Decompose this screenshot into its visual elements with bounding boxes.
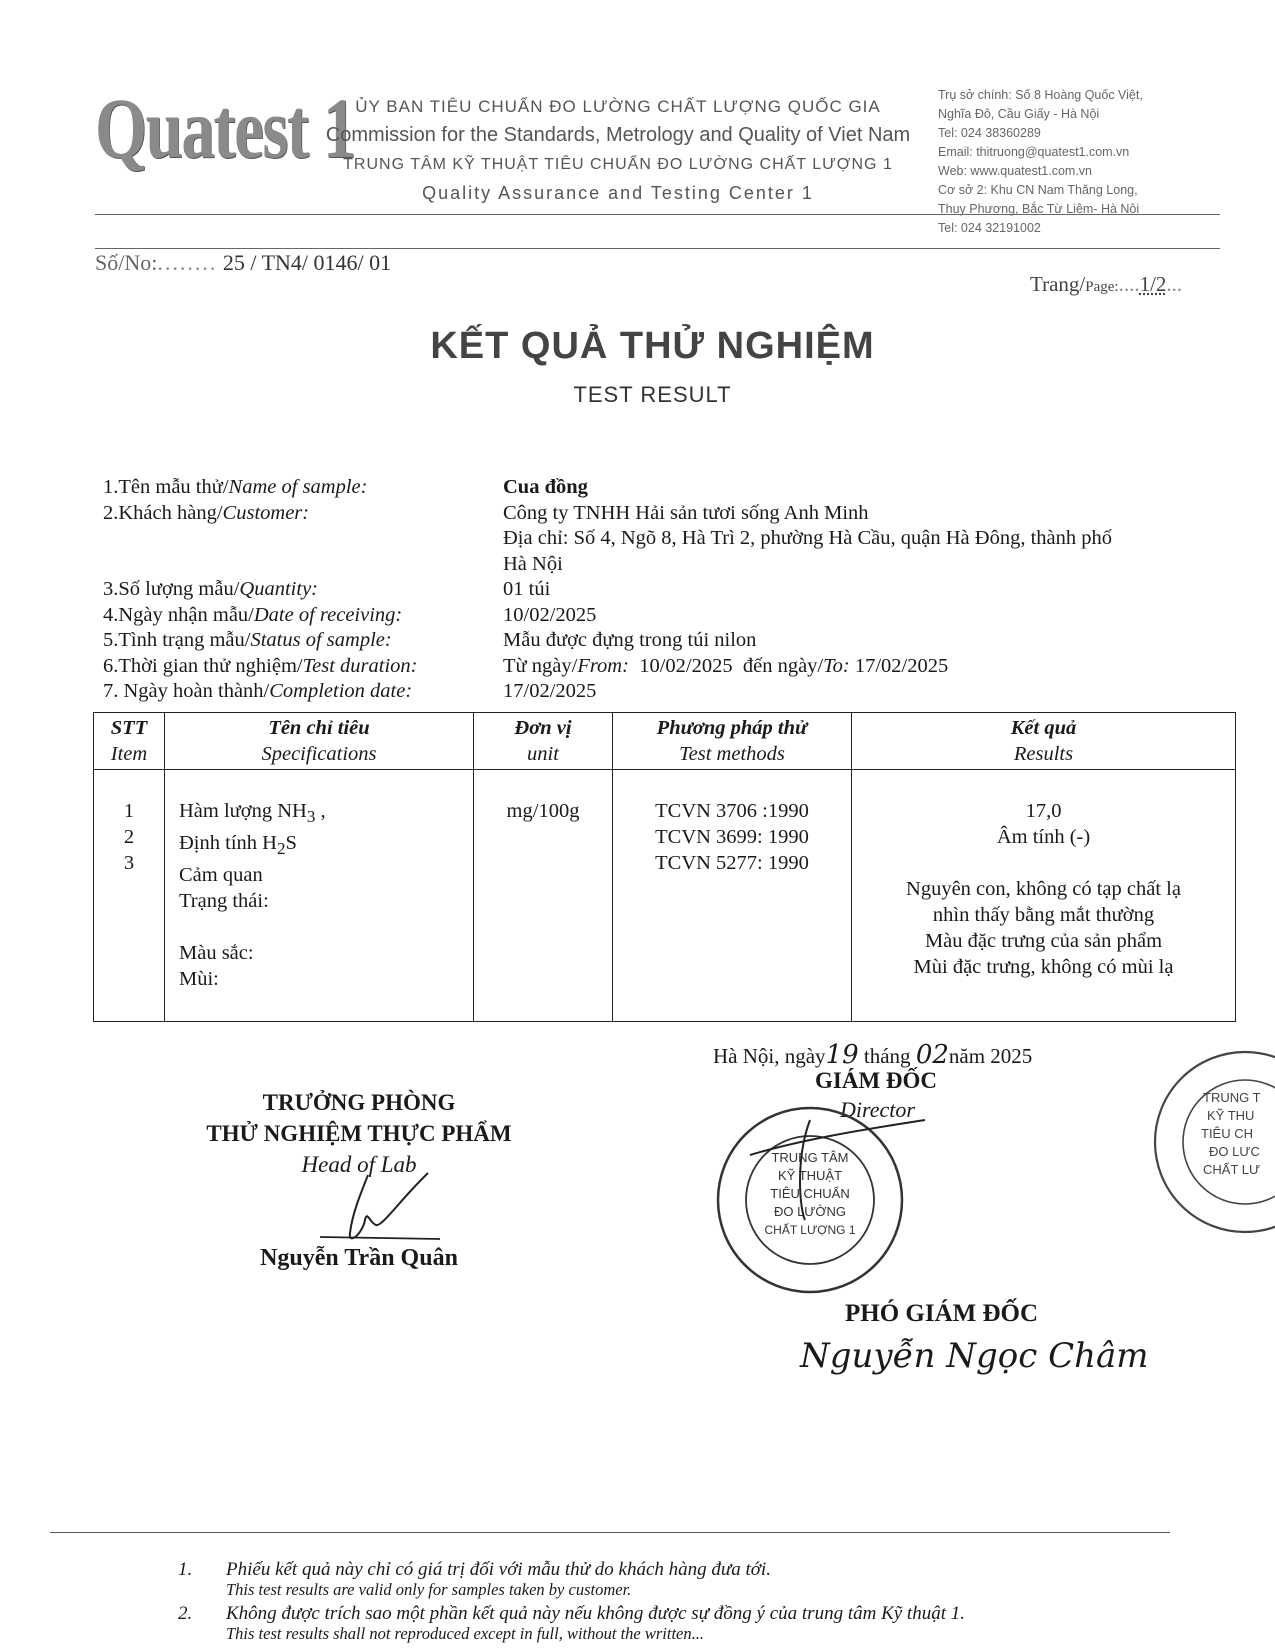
svg-text:TRUNG T: TRUNG T xyxy=(1203,1090,1261,1105)
lab-head-name: Nguyễn Trần Quân xyxy=(260,1245,458,1271)
document-subtitle: TEST RESULT xyxy=(573,382,732,407)
director-title-en: Director xyxy=(840,1097,915,1122)
result-item: Mùi đặc trưng, không có mùi lạ xyxy=(913,956,1174,978)
page-number: Trang/Page:....1/2... xyxy=(1030,272,1183,296)
header-contact xyxy=(938,86,1143,238)
header-line-1: ỦY BAN TIÊU CHUẨN ĐO LƯỜNG CHẤT LƯỢNG QUỐC GIA xyxy=(355,97,881,116)
header-center xyxy=(318,92,918,208)
info-label: 7. Ngày hoàn thành/ xyxy=(103,680,270,702)
customer-address: Địa chỉ: Số 4, Ngõ 8, Hà Trì 2, phường Hà Cầu, quận Hà Đông, thành phố xyxy=(503,527,1113,549)
header-line-3: TRUNG TÂM KỸ THUẬT TIÊU CHUẨN ĐO LƯỜNG CHẤT LƯỢNG 1 xyxy=(343,156,893,173)
item-number: 2 xyxy=(123,826,135,848)
info-label: 2.Khách hàng/ xyxy=(103,501,223,524)
info-label: 4.Ngày nhận mẫu/ xyxy=(103,603,254,626)
info-label-en: Name of sample: xyxy=(228,476,368,498)
contact-line: Trụ sở chính: Số 8 Hoàng Quốc Việt, xyxy=(938,88,1143,102)
result-item: Âm tính (-) xyxy=(996,826,1091,848)
test-duration xyxy=(503,654,948,680)
handwritten-month: 02 xyxy=(915,1040,949,1070)
signing-date: Hà Nội, ngày19 tháng 02năm 2025 xyxy=(713,1040,1033,1070)
page-label-en: Page: xyxy=(1085,279,1119,295)
lab-head-title-en: Head of Lab xyxy=(301,1152,417,1177)
contact-line: Nghĩa Đô, Cầu Giấy - Hà Nội xyxy=(938,107,1100,121)
info-label: 6.Thời gian thử nghiệm/ xyxy=(103,654,303,677)
col-header-spec: Tên chỉ tiêu Specifications xyxy=(165,713,474,770)
result-item: Màu đặc trưng của sản phẩm xyxy=(924,930,1163,952)
method-list xyxy=(613,770,852,1022)
contact-line: Tel: 024 32191002 xyxy=(938,221,1041,235)
spec-item: Cảm quan xyxy=(179,864,263,887)
svg-text:KỸ THU: KỸ THU xyxy=(1207,1108,1255,1123)
table-row xyxy=(94,770,1236,1022)
customer-name: Công ty TNHH Hải sản tươi sống Anh Minh xyxy=(503,501,869,524)
contact-line: Web: www.quatest1.com.vn xyxy=(938,164,1093,178)
vice-director-name: Nguyễn Ngọc Châm xyxy=(800,1336,1149,1376)
item-number: 3 xyxy=(123,852,135,874)
info-label: 3.Số lượng mẫu/ xyxy=(103,578,240,600)
duration-to-label-en: To: xyxy=(823,654,850,677)
header-line-2: Commission for the Standards, Metrology and Quality of Viet Nam xyxy=(325,124,911,146)
spec-item: Trạng thái: xyxy=(179,890,269,913)
unit-cell: mg/100g xyxy=(474,770,613,1022)
info-label-en: Status of sample: xyxy=(250,629,392,651)
document-number: Số/No:........ 25 / TN4/ 0146/ 01 xyxy=(95,250,392,275)
document-number-label: Số/No: xyxy=(95,250,158,275)
col-header-item: STT Item xyxy=(94,713,165,770)
duration-to-label: đến ngày/ xyxy=(742,654,824,677)
info-label: 5.Tình trạng mẫu/ xyxy=(103,629,251,651)
svg-text:TIÊU CH: TIÊU CH xyxy=(1201,1126,1253,1141)
sample-name: Cua đồng xyxy=(503,476,588,498)
footnotes xyxy=(178,1560,965,1644)
svg-text:KỸ THUẬT: KỸ THUẬT xyxy=(777,1168,843,1183)
info-label: 1.Tên mẫu thử/ xyxy=(103,476,229,498)
header-line-4: Quality Assurance and Testing Center 1 xyxy=(422,183,814,203)
col-header-method: Phương pháp thử Test methods xyxy=(613,713,852,770)
duration-to-date: 17/02/2025 xyxy=(854,654,949,677)
duration-from-label-en: From: xyxy=(577,654,629,677)
spec-item: Định tính $H_2S$ xyxy=(179,832,297,859)
quantity-value: 01 túi xyxy=(503,578,551,600)
info-label-en: Date of receiving: xyxy=(253,603,403,626)
spec-item: Hàm lượng $NH_3$ , xyxy=(179,800,326,827)
vice-director-title: PHÓ GIÁM ĐỐC xyxy=(845,1300,1039,1327)
info-label-en: Customer: xyxy=(222,501,310,524)
col-header-result: Kết quả Results xyxy=(852,713,1236,770)
customer-address-2: Hà Nội xyxy=(503,552,563,575)
document-number-value: 25 / TN4/ 0146/ 01 xyxy=(222,250,392,275)
duration-from-date: 10/02/2025 xyxy=(639,654,733,677)
method-item: TCVN 3699: 1990 xyxy=(655,826,809,848)
page-label: Trang/ xyxy=(1030,272,1086,296)
header-rule xyxy=(95,248,1220,249)
item-number: 1 xyxy=(123,800,135,822)
result-item: Nguyên con, không có tạp chất lạ xyxy=(906,878,1181,900)
result-list xyxy=(852,770,1236,1022)
director-title: GIÁM ĐỐC xyxy=(815,1068,938,1093)
method-item: TCVN 3706 :1990 xyxy=(655,800,809,822)
method-item: TCVN 5277: 1990 xyxy=(655,852,809,874)
footnote: 1. Phiếu kết quả này chỉ có giá trị đối với mẫu thử do khách hàng đưa tới. This test results are valid only for samples taken by customer. xyxy=(178,1559,771,1599)
header-rule xyxy=(95,214,1220,215)
contact-line: Cơ sở 2: Khu CN Nam Thăng Long, xyxy=(938,183,1138,197)
svg-text:CHẤT LƯ: CHẤT LƯ xyxy=(1203,1162,1261,1177)
svg-text:TIÊU CHUẨN: TIÊU CHUẨN xyxy=(770,1186,850,1201)
lab-head-signature-icon xyxy=(290,1165,450,1245)
lab-head-title: TRƯỞNG PHÒNG THỬ NGHIỆM THỰC PHẨM xyxy=(206,1090,512,1146)
result-item: 17,0 xyxy=(1025,800,1062,822)
item-numbers xyxy=(94,770,165,1022)
svg-text:CHẤT LƯỢNG 1: CHẤT LƯỢNG 1 xyxy=(764,1223,856,1237)
duration-from-label: Từ ngày/ xyxy=(503,654,578,677)
sample-status: Mẫu được đựng trong túi nilon xyxy=(503,629,757,651)
results-table xyxy=(93,712,1236,1022)
page-value: 1/2 xyxy=(1139,272,1167,296)
official-stamp-icon xyxy=(710,1100,930,1300)
spec-item: Màu sắc: xyxy=(179,942,254,965)
spec-item: Mùi: xyxy=(179,968,219,991)
document-title: KẾT QUẢ THỬ NGHIỆM xyxy=(430,325,875,367)
receiving-date: 10/02/2025 xyxy=(503,603,597,626)
handwritten-day: 19 xyxy=(825,1040,859,1070)
result-item: nhìn thấy bằng mắt thường xyxy=(932,904,1155,926)
col-header-unit: Đơn vị unit xyxy=(474,713,613,770)
svg-text:ĐO LƯỜNG: ĐO LƯỜNG xyxy=(773,1204,847,1219)
quatest-logo: Quatest 1 xyxy=(95,80,355,176)
second-stamp-icon xyxy=(1135,1050,1275,1240)
table-header-row xyxy=(94,713,1236,770)
footnote: 2. Không được trích sao một phần kết quả này nếu không được sự đồng ý của trung tâm Kỹ thuật 1. This test results shall not reproduced except in full, without the written... xyxy=(178,1603,965,1643)
contact-line: Email: thitruong@quatest1.com.vn xyxy=(938,145,1130,159)
svg-text:ĐO LƯC: ĐO LƯC xyxy=(1209,1144,1260,1159)
info-label-en: Quantity: xyxy=(239,578,318,600)
info-label-en: Completion date: xyxy=(269,680,413,702)
spec-list xyxy=(165,770,474,1022)
contact-line: Thụy Phương, Bắc Từ Liêm- Hà Nội xyxy=(938,202,1140,216)
footer-rule xyxy=(50,1532,1170,1533)
info-label-en: Test duration: xyxy=(302,654,418,677)
completion-date: 17/02/2025 xyxy=(503,680,597,702)
contact-line: Tel: 024 38360289 xyxy=(938,126,1041,140)
svg-text:TRUNG TÂM: TRUNG TÂM xyxy=(771,1150,849,1165)
